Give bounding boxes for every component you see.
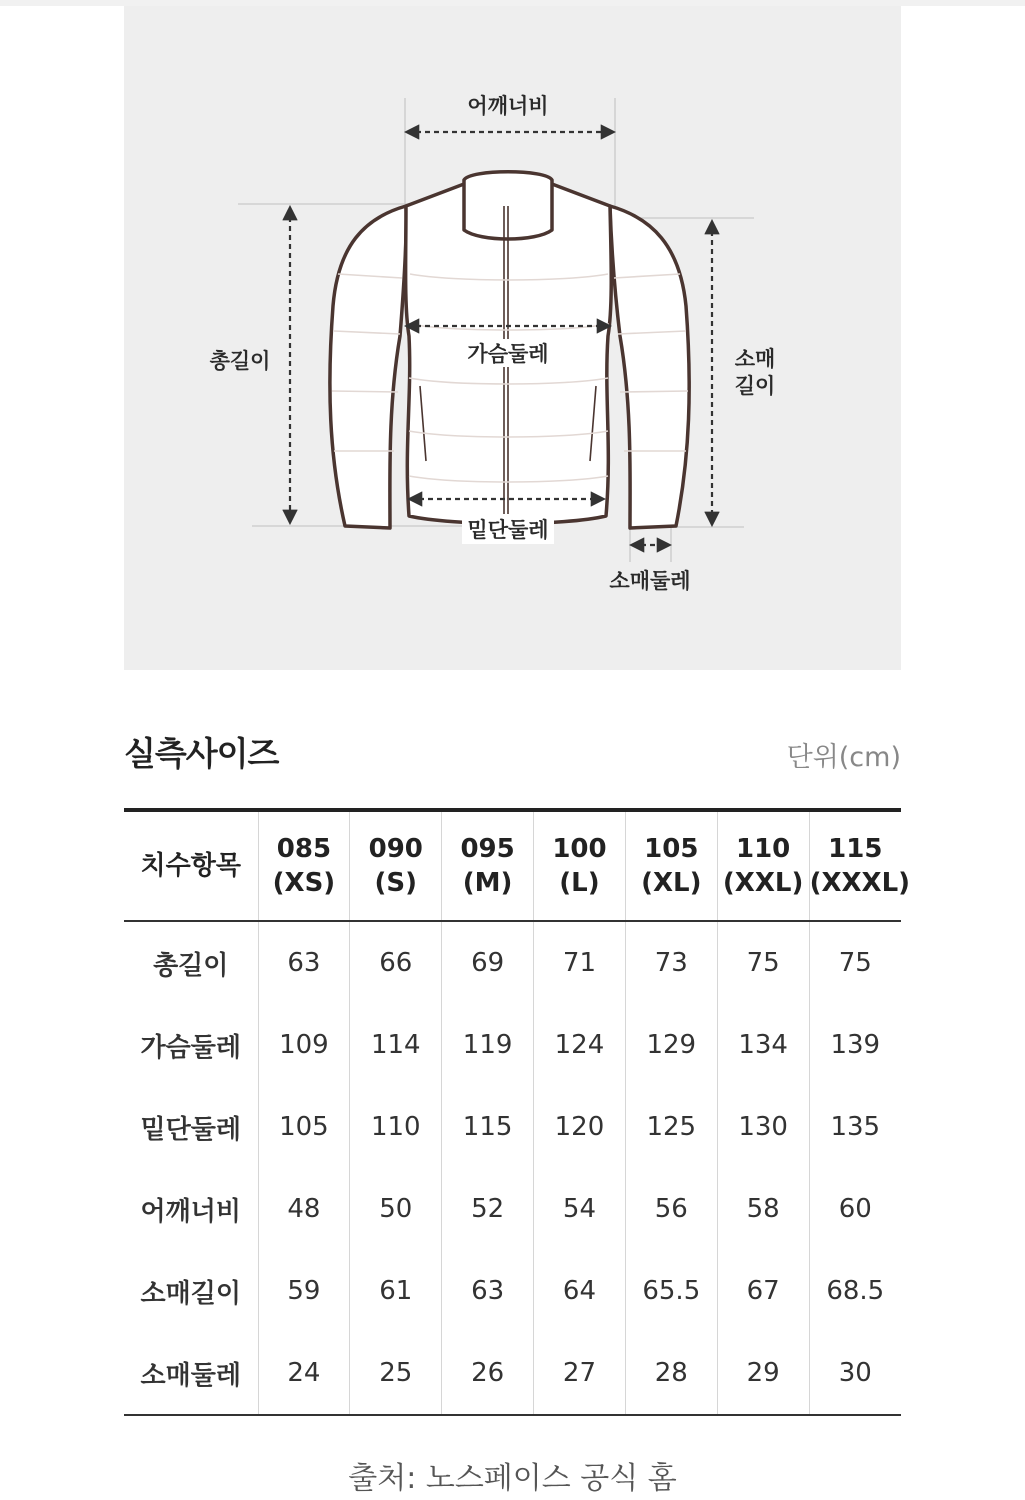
row-label: 밑단둘레 (140, 1114, 241, 1145)
size-name: (XS) (272, 868, 336, 898)
table-cell: 48 (258, 1168, 350, 1250)
table-cell: 29 (717, 1332, 809, 1415)
source-caption: 출처: 노스페이스 공식 홈 (348, 1461, 677, 1496)
table-cell: 66 (350, 921, 442, 1004)
table-cell: 75 (809, 921, 901, 1004)
size-code: 115 (828, 834, 883, 864)
table-cell: 67 (717, 1250, 809, 1332)
table-cell: 68.5 (809, 1250, 901, 1332)
table-cell: 25 (350, 1332, 442, 1415)
table-cell: 119 (442, 1004, 534, 1086)
table-cell: 124 (534, 1004, 626, 1086)
jacket-diagram-svg (124, 6, 901, 670)
table-row (124, 1086, 901, 1168)
size-header (809, 810, 911, 921)
table-cell: 120 (534, 1086, 626, 1168)
table-row (124, 1168, 901, 1250)
table-cell: 75 (717, 921, 809, 1004)
size-header (442, 810, 534, 921)
table-cell: 63 (258, 921, 350, 1004)
size-table (124, 808, 911, 1416)
size-name: (M) (462, 868, 513, 898)
size-code: 085 (276, 834, 332, 864)
row-label: 어깨너비 (140, 1196, 241, 1227)
size-name: (L) (559, 868, 600, 898)
table-cell: 110 (350, 1086, 442, 1168)
table-cell: 105 (258, 1086, 350, 1168)
corner-header: 치수항목 (124, 810, 258, 921)
table-row (124, 1332, 901, 1415)
table-cell: 134 (717, 1004, 809, 1086)
table-cell: 30 (809, 1332, 901, 1415)
table-cell: 63 (442, 1250, 534, 1332)
cuff-label: 소매둘레 (609, 569, 691, 593)
table-cell: 50 (350, 1168, 442, 1250)
sleeve-length-label-line1: 소매 (734, 347, 776, 371)
table-cell: 109 (258, 1004, 350, 1086)
row-label: 가슴둘레 (140, 1032, 241, 1063)
table-cell: 139 (809, 1004, 901, 1086)
table-cell: 65.5 (625, 1250, 717, 1332)
table-cell: 59 (258, 1250, 350, 1332)
table-cell: 71 (534, 921, 626, 1004)
size-header (350, 810, 442, 921)
table-cell: 58 (717, 1168, 809, 1250)
table-cell: 52 (442, 1168, 534, 1250)
table-cell: 28 (625, 1332, 717, 1415)
table-header-row (124, 810, 901, 921)
table-cell: 56 (625, 1168, 717, 1250)
table-cell: 114 (350, 1004, 442, 1086)
unit-label: 단위(cm) (786, 742, 901, 773)
row-label: 소매길이 (140, 1278, 241, 1309)
chest-label: 가슴둘레 (467, 342, 549, 366)
size-name: (S) (374, 868, 418, 898)
table-cell: 54 (534, 1168, 626, 1250)
table-row (124, 921, 901, 1004)
table-cell: 61 (350, 1250, 442, 1332)
size-name: (XXL) (722, 868, 804, 898)
size-name: (XXXL) (809, 868, 911, 898)
size-code: 110 (736, 834, 791, 864)
size-code: 100 (552, 834, 607, 864)
table-cell: 115 (442, 1086, 534, 1168)
shoulder-label: 어깨너비 (467, 94, 549, 118)
table-cell: 69 (442, 921, 534, 1004)
size-code: 105 (644, 834, 699, 864)
table-cell: 24 (258, 1332, 350, 1415)
size-header (717, 810, 809, 921)
table-cell: 60 (809, 1168, 901, 1250)
size-name: (XL) (641, 868, 702, 898)
size-header (258, 810, 350, 921)
size-header (625, 810, 717, 921)
size-header (534, 810, 626, 921)
total-length-label: 총길이 (209, 349, 271, 373)
size-diagram (124, 6, 901, 670)
table-cell: 130 (717, 1086, 809, 1168)
table-cell: 26 (442, 1332, 534, 1415)
table-row (124, 1004, 901, 1086)
table-cell: 125 (625, 1086, 717, 1168)
table-row (124, 1250, 901, 1332)
sleeve-length-label-line2: 길이 (734, 374, 776, 398)
table-cell: 129 (625, 1004, 717, 1086)
size-code: 090 (368, 834, 423, 864)
hem-label: 밑단둘레 (467, 518, 549, 542)
section-title: 실측사이즈 (124, 734, 279, 773)
row-label: 총길이 (153, 950, 229, 981)
table-cell: 73 (625, 921, 717, 1004)
table-cell: 135 (809, 1086, 901, 1168)
size-code: 095 (460, 834, 515, 864)
table-cell: 64 (534, 1250, 626, 1332)
table-cell: 27 (534, 1332, 626, 1415)
row-label: 소매둘레 (124, 1332, 258, 1415)
